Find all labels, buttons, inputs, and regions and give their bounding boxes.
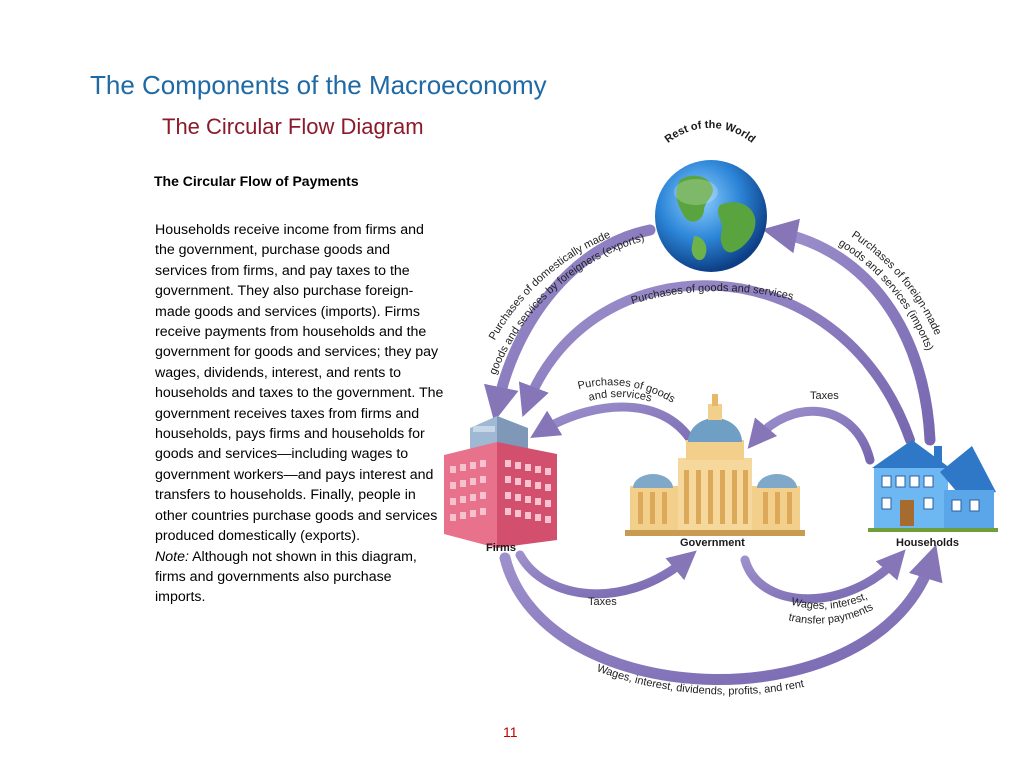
- house-icon: [868, 440, 998, 532]
- page-number: 11: [503, 724, 518, 740]
- note-label: Note:: [155, 548, 189, 565]
- firm-taxes-arrow: [520, 555, 688, 594]
- household-taxes-arrow: [755, 411, 870, 460]
- government-purchases-label-line2: and services: [587, 387, 654, 405]
- world-label: Rest of the World: [662, 118, 758, 146]
- imports-label-line1: Purchases of foreign-made: [849, 228, 944, 337]
- government-purchases-label-line1: Purchases of goods: [576, 376, 678, 406]
- section-heading: The Circular Flow of Payments: [154, 173, 359, 189]
- firm-taxes-label: Taxes: [588, 596, 617, 608]
- exports-label-line2: goods and services by foreigners (exports): [487, 231, 646, 377]
- government-purchases-arrow: [540, 407, 700, 460]
- firms-label: Firms: [486, 542, 516, 554]
- imports-label-line2: goods and services (imports): [836, 236, 936, 353]
- government-transfers-label-line2: transfer payments: [787, 601, 876, 627]
- slide-title: The Components of the Macroeconomy: [90, 70, 547, 100]
- government-transfers-label-line1: Wages, interest,: [790, 590, 870, 612]
- slide-subtitle: The Circular Flow Diagram: [162, 114, 424, 139]
- note-text: Although not shown in this diagram, firms and governments also purchase imports.: [155, 548, 417, 606]
- government-transfers-arrow: [745, 558, 898, 599]
- firm-payments-label: Wages, interest, dividends, profits, and rent: [595, 662, 806, 698]
- exports-label-line1: Purchases of domestically made: [486, 228, 613, 343]
- government-label: Government: [680, 537, 745, 549]
- households-label: Households: [896, 537, 959, 549]
- globe-icon: [655, 160, 767, 272]
- household-taxes-label: Taxes: [810, 390, 839, 402]
- household-purchases-label: Purchases of goods and services: [629, 282, 795, 308]
- body-paragraph: Households receive income from firms and the government, purchase goods and services from firms, and pay taxes to the government. They also purchase foreign-made goods and services (imports). Firms receive payments from households and the government for goods and services; they pay wages, dividends, interest, and rents to households and taxes to the government. The government receives taxes from firms and households, pays firms and households for goods and services—including wages to government workers—and pays interest and transfers to households. Finally, people in other countries purchase goods and services produced domestically (exports).: [155, 222, 444, 545]
- firm-payments-arrow: [505, 558, 932, 680]
